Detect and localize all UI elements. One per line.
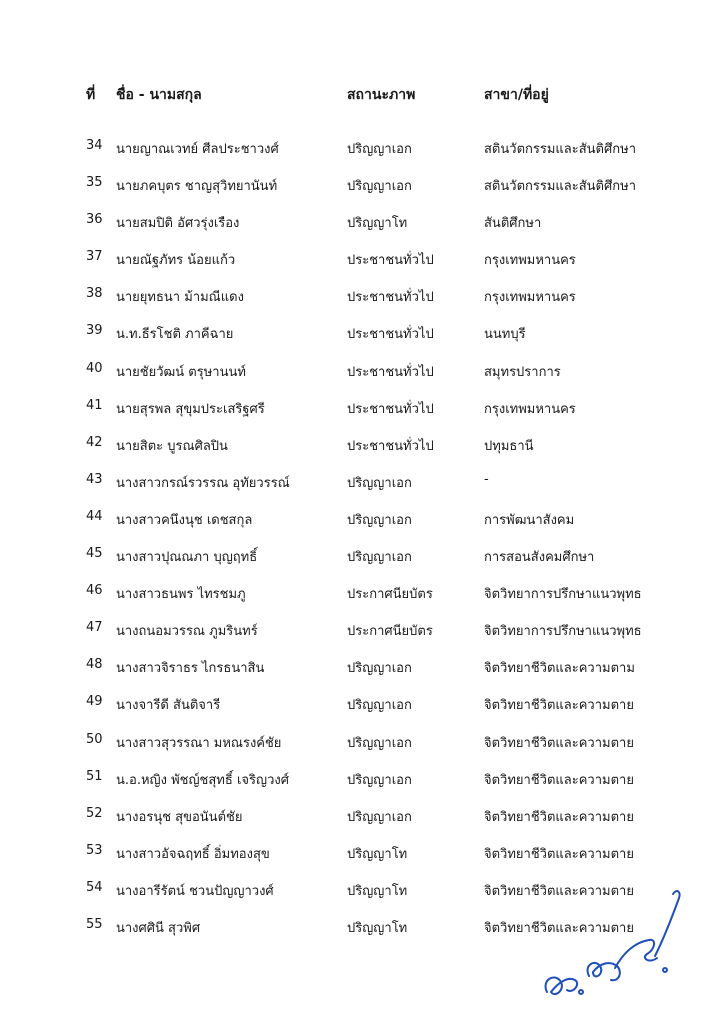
row-department: สันติศึกษา [484,216,542,232]
table-row [0,245,723,282]
row-department: การสอนสังคมศึกษา [484,550,595,566]
row-status: ปริญญาเอก [347,772,412,788]
row-department: จิตวิทยาชีวิตและความตาย [484,883,634,899]
row-status: ปริญญาโท [347,846,408,862]
row-name: นายญาณเวทย์ ศีลประชาวงศ์ [116,142,279,157]
table-row [0,171,723,208]
row-name: นายชัยวัฒน์ ตรุษานนท์ [116,364,246,380]
row-status: ประชาชนทั่วไป [347,364,434,380]
table-row [0,505,723,542]
row-number: 51 [86,768,103,784]
row-status: ปริญญาเอก [347,475,412,491]
row-number: 37 [86,249,103,265]
row-status: ปริญญาเอก [347,512,412,528]
row-name: น.ท.ธีรโชติ ภาคีฉาย [116,327,234,343]
row-number: 38 [86,286,103,302]
row-number: 35 [86,175,103,191]
row-department: สตินวัตกรรมและสันติศึกษา [484,179,636,195]
table-row [0,357,723,394]
header-name: ชื่อ - นามสกุล [116,87,202,103]
table-row [0,616,723,653]
row-department: สมุทรปราการ [484,364,561,380]
row-department: กรุงเทพมหานคร [484,401,576,417]
header-number: ที่ [86,87,96,103]
table-row [0,839,723,876]
table-row [0,765,723,802]
table-row [0,802,723,839]
row-status: ประชาชนทั่วไป [347,327,434,343]
row-number: 36 [86,212,103,228]
table-row [0,542,723,579]
table-row [0,431,723,468]
row-status: ปริญญาเอก [347,179,412,195]
table-row [0,653,723,690]
table-row [0,394,723,431]
row-status: ปริญญาเอก [347,809,412,825]
row-status: ปริญญาเอก [347,550,412,566]
row-status: ปริญญาโท [347,883,408,899]
row-status: ปริญญาเอก [347,735,412,751]
row-number: 34 [86,138,103,153]
row-number: 52 [86,805,103,821]
row-status: ประชาชนทั่วไป [347,438,434,454]
row-status: ปริญญาเอก [347,142,412,157]
row-number: 39 [86,323,103,339]
row-status: ประชาชนทั่วไป [347,290,434,306]
row-number: 50 [86,731,103,747]
row-name: นางสาวคนึงนุช เดชสกุล [116,512,253,528]
row-department: จิตวิทยาชีวิตและความตาย [484,846,634,862]
row-department: จิตวิทยาชีวิตและความตาย [484,698,634,714]
row-name: นางถนอมวรรณ ภูมรินทร์ [116,624,258,640]
row-name: นายยุทธนา ม้ามณีแดง [116,290,244,306]
header-status: สถานะภาพ [347,87,416,103]
row-name: นางสาวสุวรรณา มหณรงค์ชัย [116,735,282,751]
row-status: ปริญญาโท [347,216,408,232]
row-department: จิตวิทยาการปรึกษาแนวพุทธ [484,587,642,603]
row-name: นายสิตะ บูรณศิลปิน [116,438,228,454]
row-status: ประชาชนทั่วไป [347,253,434,269]
row-number: 43 [86,471,103,487]
row-department: จิตวิทยาการปรึกษาแนวพุทธ [484,624,642,640]
row-name: นางสาวกรณ์รวรรณ อุทัยวรรณ์ [116,475,290,491]
row-department: - [484,471,489,487]
row-name: นายภคบุตร ชาญสุวิทยานันท์ [116,179,278,195]
row-department: จิตวิทยาชีวิตและความตาม [484,661,635,677]
row-number: 54 [86,879,103,895]
row-number: 41 [86,397,103,413]
row-status: ประกาศนียบัตร [347,624,433,640]
table-row [0,728,723,765]
table-row [0,134,723,171]
table-body [0,134,723,950]
row-name: นางสาวอัจฉฤทธิ์ อิ่มทองสุข [116,846,270,862]
row-status: ปริญญาโท [347,920,408,936]
row-name: นางสาวธนพร ไทรชมภู [116,587,246,603]
table-row [0,208,723,245]
row-number: 55 [86,916,103,932]
table-header [0,84,723,108]
row-number: 44 [86,508,103,524]
row-department: จิตวิทยาชีวิตและความตาย [484,920,634,936]
row-name: นางอารีรัตน์ ชวนปัญญาวงศ์ [116,883,274,899]
row-department: กรุงเทพมหานคร [484,253,576,269]
table-row [0,468,723,505]
row-name: นางศศินี สุวพิศ [116,920,201,936]
row-name: นางสาวจิราธร ไกรธนาสิน [116,661,265,677]
row-name: นางสาวปุณณภา บุญฤทธิ์ [116,550,258,566]
row-name: น.อ.หญิง พัชญ์ชสุทธิ์ เจริญวงศ์ [116,772,289,788]
row-department: กรุงเทพมหานคร [484,290,576,306]
table-row [0,579,723,616]
row-name: นายสุรพล สุขุมประเสริฐศรี [116,401,265,417]
row-department: ปทุมธานี [484,438,534,454]
row-status: ปริญญาเอก [347,661,412,677]
row-status: ประชาชนทั่วไป [347,401,434,417]
row-number: 53 [86,842,103,858]
table-row [0,282,723,319]
table-row [0,690,723,727]
row-name: นายณัฐภัทร น้อยแก้ว [116,253,236,269]
row-status: ประกาศนียบัตร [347,587,433,603]
row-status: ปริญญาเอก [347,698,412,714]
row-name: นางอรนุช สุขอนันต์ชัย [116,809,243,825]
row-name: นายสมปิติ อัศวรุ่งเรือง [116,216,240,232]
row-department: การพัฒนาสังคม [484,512,575,528]
table-row [0,319,723,356]
row-department: สตินวัตกรรมและสันติศึกษา [484,142,636,157]
row-number: 49 [86,694,103,710]
row-department: จิตวิทยาชีวิตและความตาย [484,735,634,751]
row-number: 45 [86,546,103,562]
row-number: 48 [86,657,103,673]
row-department: จิตวิทยาชีวิตและความตาย [484,772,634,788]
row-number: 42 [86,434,103,450]
row-number: 46 [86,583,103,599]
row-department: นนทบุรี [484,327,526,343]
header-department: สาขา/ที่อยู่ [484,87,549,103]
row-number: 40 [86,360,103,376]
handwritten-signature [537,880,687,1010]
row-number: 47 [86,620,103,636]
row-department: จิตวิทยาชีวิตและความตาย [484,809,634,825]
row-name: นางจารีดี สันติจารี [116,698,221,714]
